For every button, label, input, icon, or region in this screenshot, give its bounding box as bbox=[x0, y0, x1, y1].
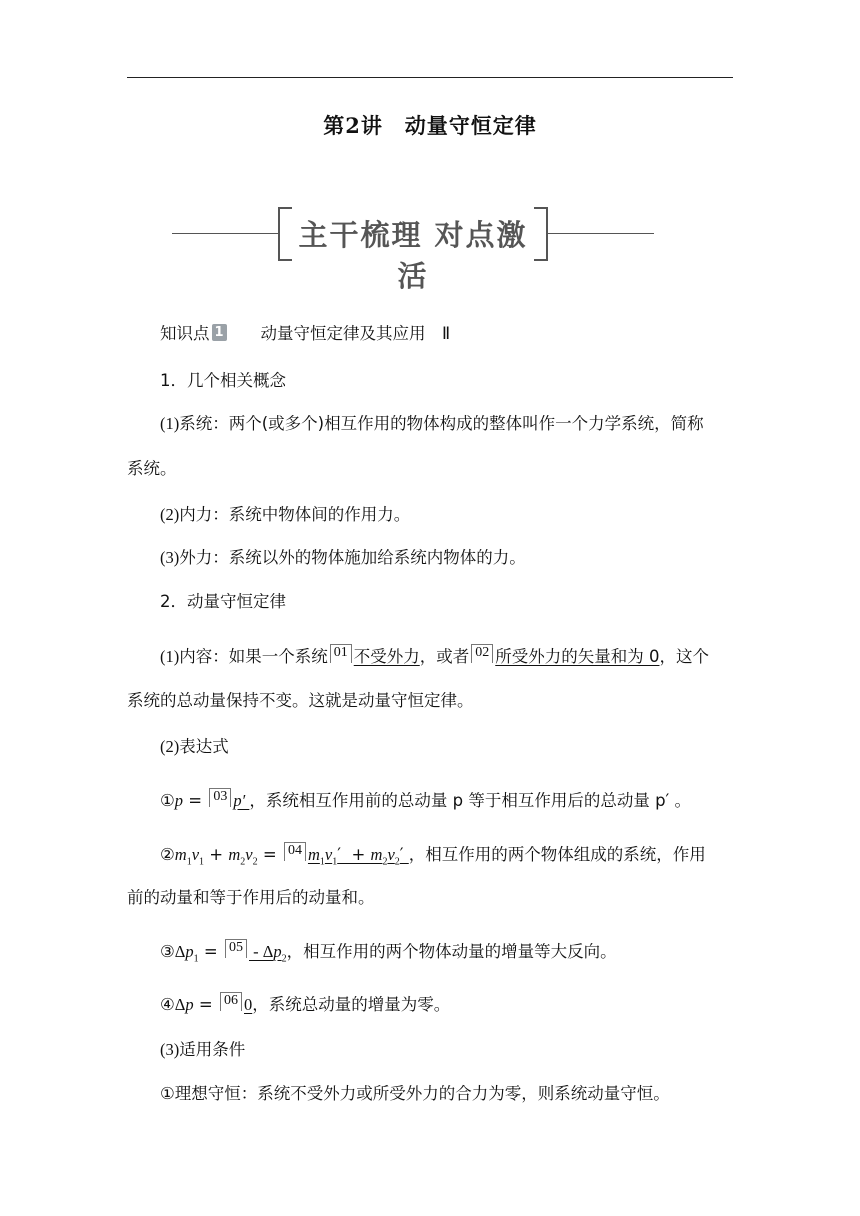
heading-1: 1．几个相关概念 bbox=[160, 371, 286, 390]
banner-bracket-right bbox=[534, 207, 548, 261]
blank-box-05: 05 bbox=[225, 939, 247, 958]
para-system-text: 系统：两个(或多个)相互作用的物体构成的整体叫作一个力学系统，简称 bbox=[179, 414, 704, 433]
section-banner bbox=[172, 207, 654, 293]
para-content-cont: 系统的总动量保持不变。这就是动量守恒定律。 bbox=[127, 691, 474, 710]
title-prefix: 第 bbox=[323, 114, 346, 138]
knowledge-point-label: 知识点 bbox=[160, 324, 210, 343]
banner-line-left bbox=[172, 233, 278, 234]
blank-box-04: 04 bbox=[284, 842, 306, 861]
expression-1-text: ，系统相互作用前的总动量 p 等于相互作用后的总动量 p′ 。 bbox=[249, 791, 692, 810]
expression-num: (2) bbox=[160, 737, 180, 756]
expression-1: ①p = 03 p′ ，系统相互作用前的总动量 p 等于相互作用后的总动量 p′ 。 bbox=[160, 789, 692, 810]
banner-text: 主干梳理 对点激活 bbox=[298, 218, 528, 293]
para-system-num: (1) bbox=[160, 414, 180, 433]
para-system bbox=[127, 412, 770, 436]
para-system-cont: 系统。 bbox=[127, 459, 177, 478]
heading-2: 2．动量守恒定律 bbox=[160, 592, 286, 611]
condition-ideal: ①理想守恒：系统不受外力或所受外力的合力为零，则系统动量守恒。 bbox=[160, 1084, 670, 1103]
answer-04: $m_1v_1' + m_2v_2'$ bbox=[307, 845, 409, 868]
para-content-b: ，或者 bbox=[419, 647, 470, 666]
para-content-a: 内容：如果一个系统 bbox=[179, 647, 328, 666]
answer-05: - $\Delta p_2$ bbox=[249, 942, 287, 965]
banner-line-right bbox=[548, 233, 654, 234]
para-content-num: (1) bbox=[160, 647, 180, 666]
blank-box-03: 03 bbox=[209, 788, 231, 807]
banner-bracket-left bbox=[278, 207, 292, 261]
answer-02: 所受外力的矢量和为 0 bbox=[495, 647, 660, 666]
blank-box-01: 01 bbox=[330, 644, 352, 663]
blank-box-06: 06 bbox=[220, 992, 242, 1011]
para-internal-num: (2) bbox=[160, 505, 180, 524]
expression-4-text: ，系统总动量的增量为零。 bbox=[252, 995, 451, 1014]
expression-3: $③\Delta p_1 = 05 - \Delta p_2$，相互作用的两个物体动量的增量等大反向。 bbox=[160, 940, 617, 965]
title-suffix: 讲 动量守恒定律 bbox=[360, 114, 537, 138]
knowledge-point-badge: 1 bbox=[212, 324, 227, 341]
answer-06: 0 bbox=[244, 995, 253, 1014]
para-external-force bbox=[127, 546, 770, 570]
expression-2-text: ，相互作用的两个物体组成的系统，作用 bbox=[408, 845, 706, 864]
blank-box-02: 02 bbox=[471, 644, 493, 663]
answer-03: p′ bbox=[233, 791, 250, 810]
page-title bbox=[0, 110, 860, 140]
top-rule bbox=[127, 77, 733, 78]
para-content-c: ，这个 bbox=[659, 647, 709, 666]
conditions-head: 适用条件 bbox=[179, 1040, 246, 1059]
para-internal-force bbox=[127, 503, 770, 527]
answer-01: 不受外力 bbox=[353, 647, 420, 666]
para-content bbox=[127, 644, 770, 669]
expression-3-text: ，相互作用的两个物体动量的增量等大反向。 bbox=[286, 942, 617, 961]
expression-heading bbox=[127, 735, 770, 759]
para-external-text: 外力：系统以外的物体施加给系统内物体的力。 bbox=[179, 548, 526, 567]
expression-2-cont: 前的动量和等于作用后的动量和。 bbox=[127, 888, 375, 907]
para-external-num: (3) bbox=[160, 548, 180, 567]
conditions-num: (3) bbox=[160, 1040, 180, 1059]
expression-2: $②m_1v_1 + m_2v_2 = 04$ $m_1v_1' + m_2v_2'$ ，相互作用的两个物体组成的系统，作用 bbox=[160, 843, 706, 868]
title-number: 2 bbox=[345, 113, 361, 138]
expression-4: ④Δp = 06 0，系统总动量的增量为零。 bbox=[160, 993, 451, 1014]
knowledge-point-heading bbox=[127, 322, 770, 346]
para-internal-text: 内力：系统中物体间的作用力。 bbox=[179, 505, 411, 524]
knowledge-point-title: 动量守恒定律及其应用 Ⅱ bbox=[260, 324, 451, 343]
applicable-conditions-heading bbox=[127, 1038, 770, 1062]
expression-head: 表达式 bbox=[179, 737, 229, 756]
